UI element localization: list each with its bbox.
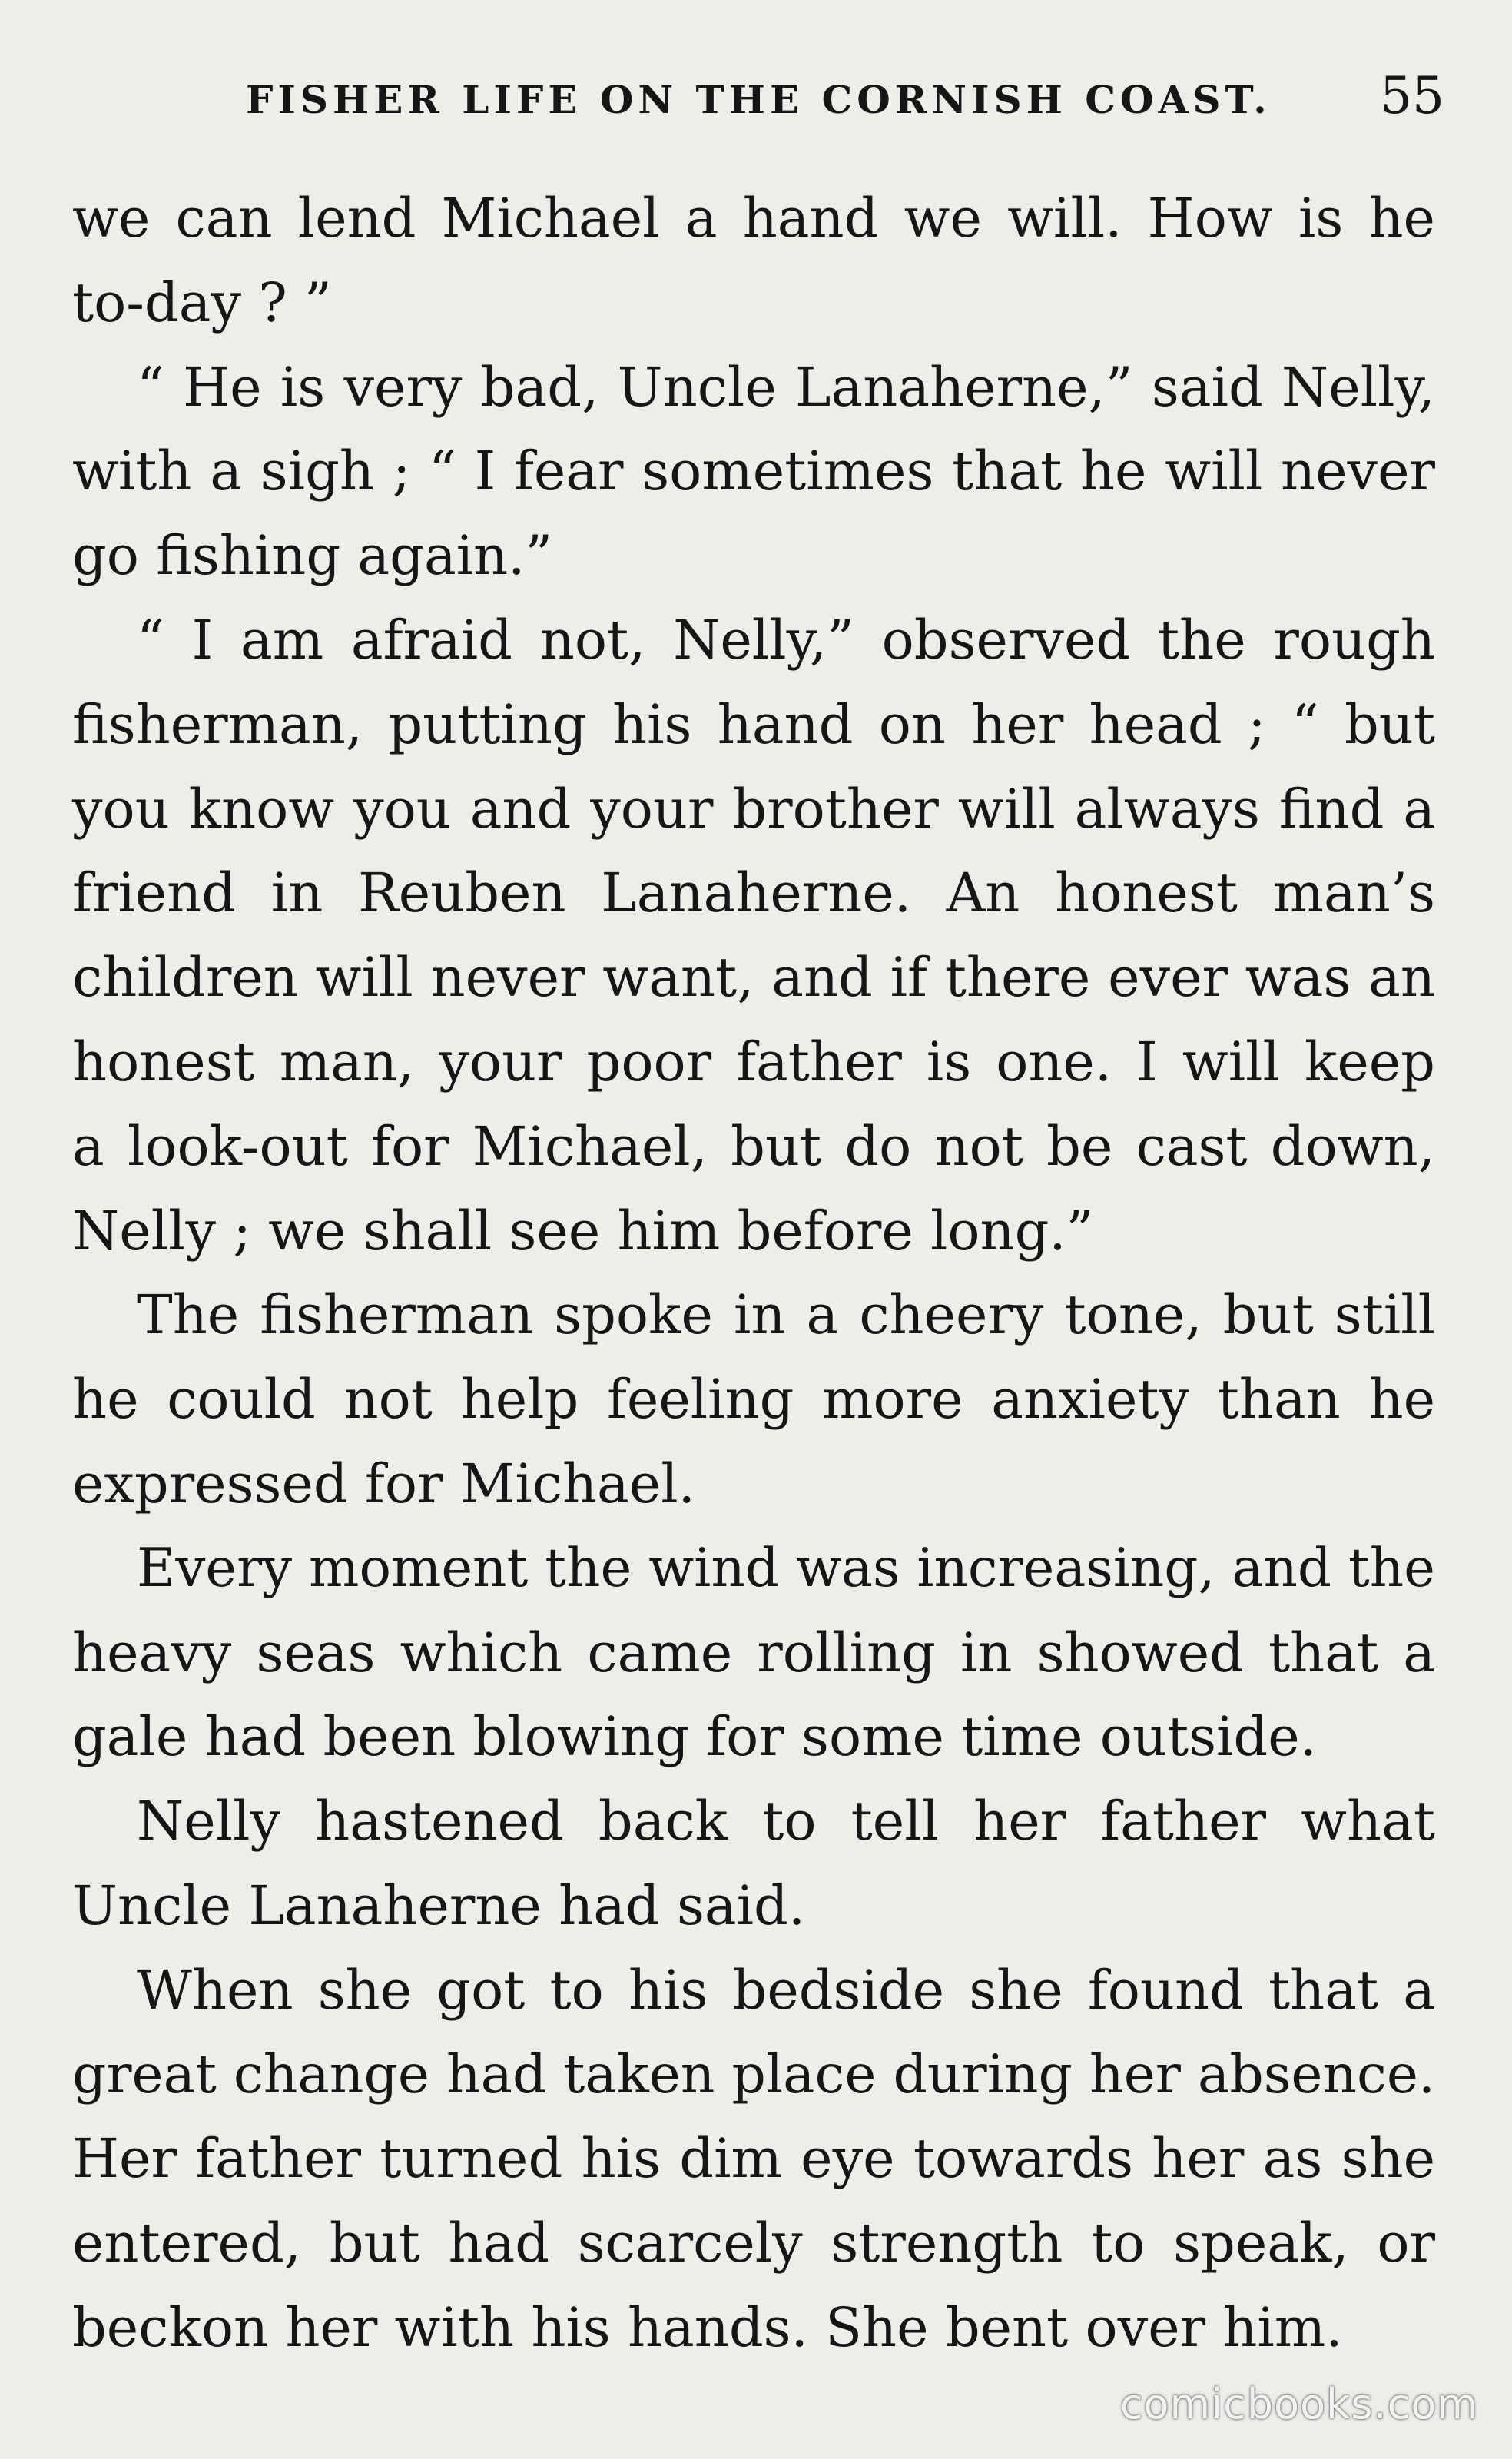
text-line: children will never want, and if there ever was an <box>72 946 1435 1010</box>
text-line: friend in Reuben Lanaherne. An honest man’s <box>72 861 1435 925</box>
text-line: gale had been blowing for some time outside. <box>72 1705 1317 1769</box>
text-line: great change had taken place during her absence. <box>72 2043 1435 2106</box>
text-line: The fisherman spoke in a cheery tone, but still <box>137 1283 1435 1347</box>
text-line: honest man, your poor father is one. I will keep <box>72 1030 1435 1093</box>
text-line: expressed for Michael. <box>72 1452 695 1515</box>
running-title: FISHER LIFE ON THE CORNISH COAST. <box>246 77 1272 122</box>
text-line: with a sigh ; “ I fear sometimes that he will never <box>72 440 1435 503</box>
text-line: a look-out for Michael, but do not be cast down, <box>72 1114 1435 1178</box>
text-line: “ He is very bad, Uncle Lanaherne,” said Nelly, <box>137 355 1435 419</box>
body-text <box>72 177 1435 2371</box>
text-line: Every moment the wind was increasing, and the <box>137 1537 1435 1599</box>
text-line: Nelly hastened back to tell her father what <box>137 1790 1435 1853</box>
text-line: When she got to his bedside she found that a <box>137 1958 1435 2022</box>
text-line: fisherman, putting his hand on her head ; “ but <box>72 692 1435 756</box>
text-line: Nelly ; we shall see him before long.” <box>72 1199 1094 1263</box>
text-line: we can lend Michael a hand we will. How is he <box>72 187 1435 250</box>
text-line: “ I am afraid not, Nelly,” observed the rough <box>137 608 1435 672</box>
watermark: comicbooks.com <box>1119 2380 1478 2428</box>
text-line: Her father turned his dim eye towards her as she <box>72 2127 1435 2191</box>
text-line: to-day ? ” <box>72 270 332 334</box>
page-number: 55 <box>1380 66 1444 125</box>
text-line: Uncle Lanaherne had said. <box>72 1873 806 1937</box>
text-line: go fishing again.” <box>72 524 553 588</box>
text-line: heavy seas which came rolling in showed that a <box>72 1621 1435 1684</box>
running-head <box>246 66 1444 135</box>
text-line: he could not help feeling more anxiety than he <box>72 1368 1435 1432</box>
text-line: entered, but had scarcely strength to speak, or <box>72 2212 1435 2275</box>
text-line: you know you and your brother will always find a <box>72 777 1435 841</box>
text-line: beckon her with his hands. She bent over him. <box>72 2295 1343 2359</box>
